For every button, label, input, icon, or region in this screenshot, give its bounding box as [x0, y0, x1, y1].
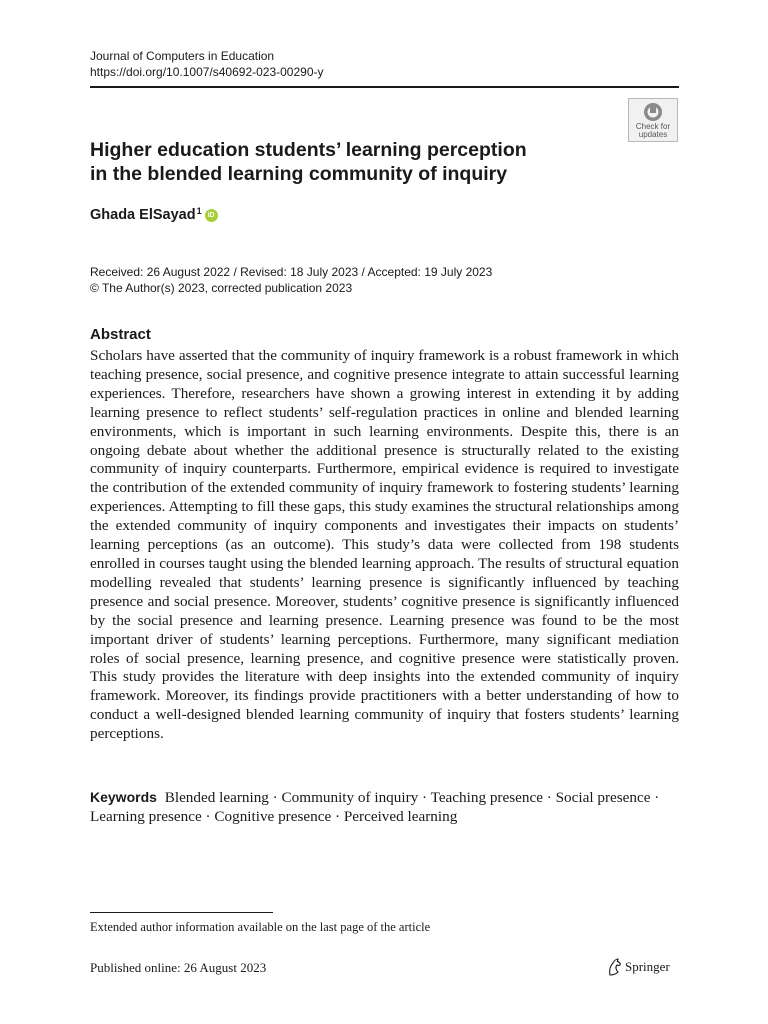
published-date: Published online: 26 August 2023 — [90, 960, 267, 975]
author-name[interactable]: Ghada ElSayad — [90, 207, 196, 223]
abstract-body: Scholars have asserted that the community of inquiry framework is a robust framework in which teaching presence, social presence, and cognitive presence integrate to attain successful learning experiences. Therefore, researchers have shown a growing interest in extending it by adding learning presence to reflect students’ self-regulation practices in online and blended learning environments, which is important in such learning environments. Despite this, there is an ongoing debate about whether the additional presence is structurally related to the existing community of inquiry counterparts. Furthermore, empirical evidence is required to investigate the contribution of the extended community of inquiry framework to fostering students’ learning experiences. Attempting to fill these gaps, this study examines the structural relationships among the extended community of inquiry components and investigates their impacts on students’ learning perceptions (as an outcome). This study’s data were collected from 198 students enrolled in courses taught using the blended learning approach. The results of structural equation modelling revealed that students’ learning presence is significantly influenced by teaching presence and social presence. Moreover, students’ cognitive presence is significantly influenced by the social presence and learning presence. Learning presence was found to be the most important driver of students’ learning perceptions. Furthermore, many significant mediation roles of social presence, learning presence, and cognitive presence were statistically proven. This study provides the literature with deep insights into the extended community of inquiry framework. Moreover, its findings provide practitioners with a better understanding of how to conduct a well-designed blended learning community of inquiry that fosters students’ learning perceptions. — [90, 347, 679, 743]
keywords-label: Keywords — [90, 789, 157, 805]
author-info-footnote: Extended author information available on the last page of the article — [90, 920, 431, 934]
badge-line1: Check for — [635, 122, 671, 131]
publisher-name: Springer — [625, 959, 670, 974]
title-line1: Higher education students’ learning perception — [90, 139, 527, 161]
header-rule — [90, 86, 679, 88]
keywords-list: Blended learning · Community of inquiry · Teaching presence · Social presence · Learning presence · Cognitive presence · Perceived learning — [90, 789, 660, 825]
doi-link[interactable]: https://doi.org/10.1007/s40692-023-00290-y — [90, 65, 324, 79]
title-line2: in the blended learning community of inquiry — [90, 163, 508, 185]
article-history — [90, 264, 492, 296]
journal-header — [90, 48, 324, 80]
publisher-logo — [606, 958, 670, 976]
check-for-updates-badge[interactable] — [628, 98, 678, 142]
journal-name: Journal of Computers in Education — [90, 49, 275, 63]
history-dates: Received: 26 August 2022 / Revised: 18 July 2023 / Accepted: 19 July 2023 — [90, 265, 493, 279]
article-title — [90, 138, 610, 186]
abstract-heading: Abstract — [90, 326, 151, 343]
author-line — [90, 207, 218, 223]
check-for-updates-icon — [643, 102, 663, 122]
copyright-line: © The Author(s) 2023, corrected publication 2023 — [90, 281, 353, 295]
footnote-rule — [90, 912, 273, 913]
author-affiliation-sup: 1 — [196, 206, 202, 216]
badge-line2: updates — [638, 130, 668, 139]
keywords-block — [90, 788, 679, 826]
orcid-icon[interactable]: iD — [205, 209, 218, 222]
springer-horse-icon — [606, 958, 622, 976]
